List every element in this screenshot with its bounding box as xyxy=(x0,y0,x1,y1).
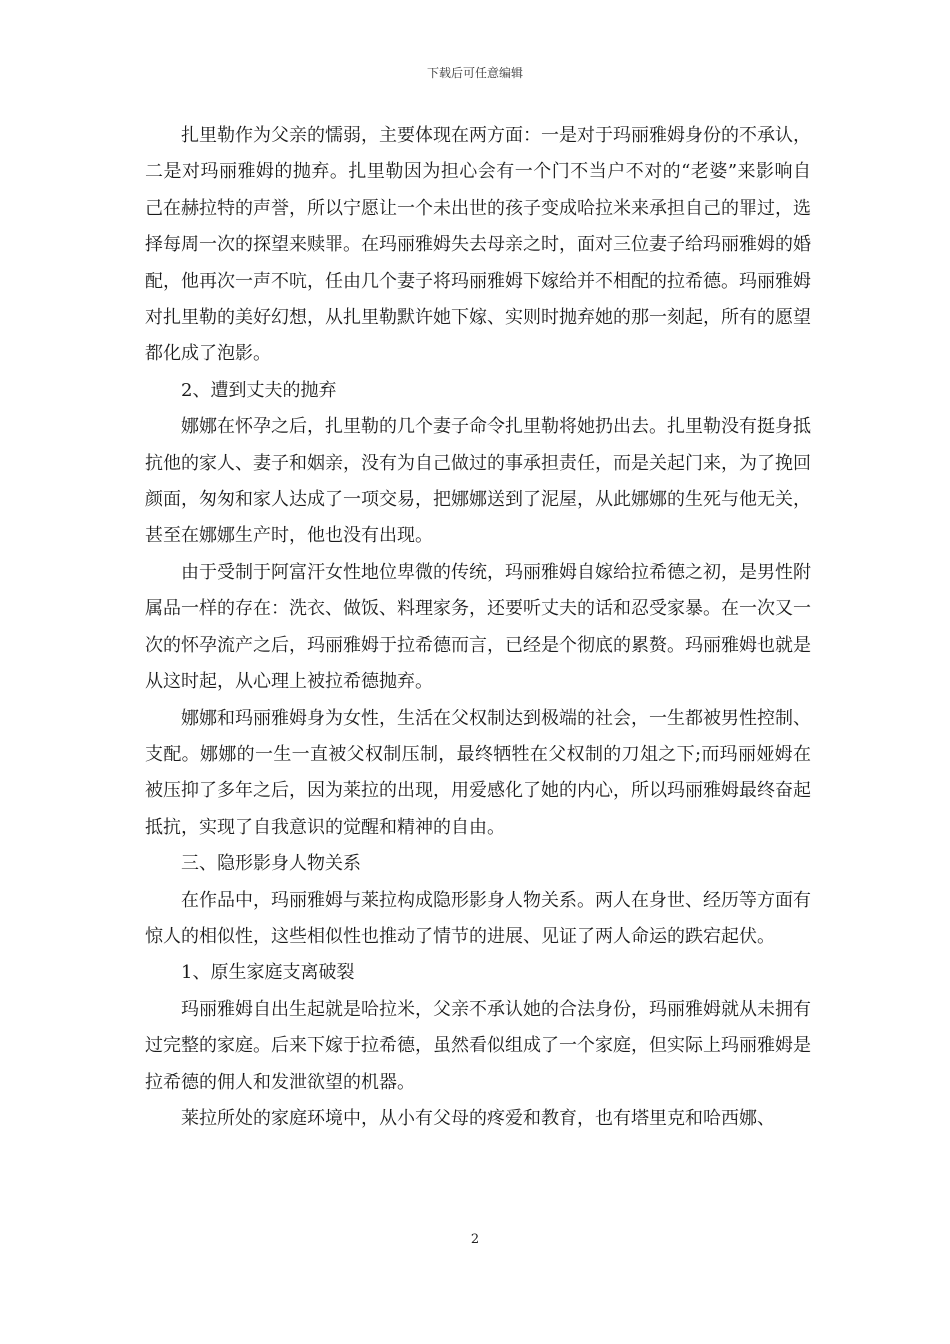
paragraph: 娜娜和玛丽雅姆身为女性，生活在父权制达到极端的社会，一生都被男性控制、支配。娜娜的一生一直被父权制压制，最终牺牲在父权制的刀俎之下;而玛丽娅姆在被压抑了多年之后，因为莱拉的出现，用爱感化了她的内心，所以玛丽雅姆最终奋起抵抗，实现了自我意识的觉醒和精神的自由。 xyxy=(145,707,811,838)
document-body xyxy=(145,118,811,1137)
header-note: 下载后可任意编辑 xyxy=(426,66,523,80)
paragraph: 由于受制于阿富汗女性地位卑微的传统，玛丽雅姆自嫁给拉希德之初，是男性附属品一样的存在：洗衣、做饭、料理家务，还要听丈夫的话和忍受家暴。在一次又一次的怀孕流产之后，玛丽雅姆于拉希德而言，已经是个彻底的累赘。玛丽雅姆也就是从这时起，从心理上被拉希德抛弃。 xyxy=(145,561,811,693)
section-heading: 1、原生家庭支离破裂 xyxy=(181,962,355,984)
paragraph: 扎里勒作为父亲的懦弱，主要体现在两方面：一是对于玛丽雅姆身份的不承认，二是对玛丽雅姆的抛弃。扎里勒因为担心会有一个门不当户不对的“老婆”来影响自己在赫拉特的声誉，所以宁愿让一个未出世的孩子变成哈拉米来承担自己的罪过，选择每周一次的探望来赎罪。在玛丽雅姆失去母亲之时，面对三位妻子给玛丽雅姆的婚配，他再次一声不吭，任由几个妻子将玛丽雅姆下嫁给并不相配的拉希德。玛丽雅姆对扎里勒的美好幻想，从扎里勒默许她下嫁、实则时抛弃她的那一刻起，所有的愿望都化成了泡影。 xyxy=(145,125,811,365)
paragraph: 娜娜在怀孕之后，扎里勒的几个妻子命令扎里勒将她扔出去。扎里勒没有挺身抵抗他的家人、妻子和姻亲，没有为自己做过的事承担责任，而是关起门来，为了挽回颜面，匆匆和家人达成了一项交易，把娜娜送到了泥屋，从此娜娜的生死与他无关，甚至在娜娜生产时，他也没有出现。 xyxy=(145,416,811,547)
section-heading: 2、遭到丈夫的抛弃 xyxy=(181,379,337,401)
section-heading: 三、隐形影身人物关系 xyxy=(181,853,361,875)
paragraph: 玛丽雅姆自出生起就是哈拉米，父亲不承认她的合法身份，玛丽雅姆就从未拥有过完整的家庭。后来下嫁于拉希德，虽然看似组成了一个家庭，但实际上玛丽雅姆是拉希德的佣人和发泄欲望的机器。 xyxy=(145,998,811,1093)
page-number: 2 xyxy=(470,1232,480,1247)
paragraph: 莱拉所处的家庭环境中，从小有父母的疼爱和教育，也有塔里克和哈西娜、 xyxy=(181,1107,775,1129)
paragraph: 在作品中，玛丽雅姆与莱拉构成隐形影身人物关系。两人在身世、经历等方面有惊人的相似性，这些相似性也推动了情节的进展、见证了两人命运的跌宕起伏。 xyxy=(145,889,811,947)
